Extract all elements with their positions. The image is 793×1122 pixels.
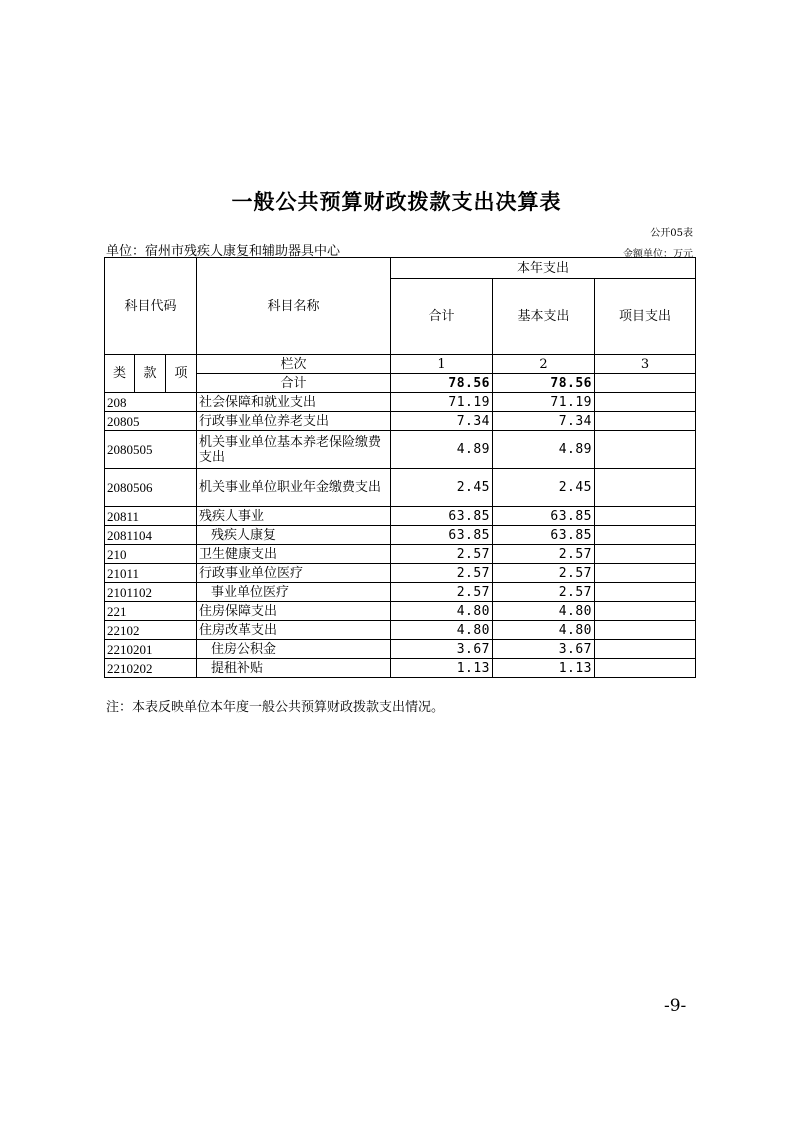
- col-index-1: 1: [391, 355, 493, 374]
- row-name: 机关事业单位基本养老保险缴费支出: [197, 431, 391, 469]
- unit-label: 单位：宿州市残疾人康复和辅助器具中心: [106, 244, 341, 259]
- row-total: 1.13: [391, 659, 493, 678]
- row-project: [595, 564, 696, 583]
- table-row: [105, 412, 696, 431]
- table-row: [105, 507, 696, 526]
- table-note: 注：本表反映单位本年度一般公共预算财政拨款支出情况。: [106, 700, 445, 715]
- row-code: 2080505: [105, 431, 197, 469]
- row-project: [595, 526, 696, 545]
- row-project: [595, 431, 696, 469]
- header-basic: 基本支出: [493, 279, 595, 355]
- row-name: 卫生健康支出: [197, 545, 391, 564]
- row-name: 住房保障支出: [197, 602, 391, 621]
- row-basic: 4.89: [493, 431, 595, 469]
- row-name: 残疾人事业: [197, 507, 391, 526]
- row-name: 机关事业单位职业年金缴费支出: [197, 469, 391, 507]
- header-kuan: 款: [135, 355, 166, 393]
- page-number: -9-: [664, 996, 687, 1016]
- row-name: 残疾人康复: [197, 526, 391, 545]
- header-xiang: 项: [166, 355, 197, 393]
- row-total: 71.19: [391, 393, 493, 412]
- row-basic: 2.57: [493, 545, 595, 564]
- row-basic: 63.85: [493, 526, 595, 545]
- row-project: [595, 621, 696, 640]
- expenditure-table: [104, 257, 696, 678]
- row-name: 提租补贴: [197, 659, 391, 678]
- row-code: 21011: [105, 564, 197, 583]
- row-code: 2210202: [105, 659, 197, 678]
- header-name: 科目名称: [197, 258, 391, 355]
- sum-total: 78.56: [391, 374, 493, 393]
- row-basic: 4.80: [493, 621, 595, 640]
- sum-project: [595, 374, 696, 393]
- table-row: [105, 526, 696, 545]
- col-index-2: 2: [493, 355, 595, 374]
- row-total: 7.34: [391, 412, 493, 431]
- page-title: 一般公共预算财政拨款支出决算表: [231, 190, 562, 214]
- row-basic: 2.45: [493, 469, 595, 507]
- table-row: [105, 602, 696, 621]
- row-basic: 71.19: [493, 393, 595, 412]
- row-name: 行政事业单位医疗: [197, 564, 391, 583]
- header-total: 合计: [391, 279, 493, 355]
- row-project: [595, 507, 696, 526]
- row-code: 208: [105, 393, 197, 412]
- row-code: 2080506: [105, 469, 197, 507]
- table-row: [105, 659, 696, 678]
- table-row: [105, 621, 696, 640]
- row-total: 2.57: [391, 583, 493, 602]
- row-code: 2210201: [105, 640, 197, 659]
- row-basic: 4.80: [493, 602, 595, 621]
- sum-label: 合计: [197, 374, 391, 393]
- row-basic: 63.85: [493, 507, 595, 526]
- amount-unit-label: 金额单位：万元: [623, 249, 693, 260]
- row-basic: 7.34: [493, 412, 595, 431]
- row-project: [595, 469, 696, 507]
- row-project: [595, 583, 696, 602]
- row-project: [595, 412, 696, 431]
- row-name: 住房改革支出: [197, 621, 391, 640]
- col-index-3: 3: [595, 355, 696, 374]
- row-project: [595, 602, 696, 621]
- row-total: 63.85: [391, 526, 493, 545]
- row-total: 4.89: [391, 431, 493, 469]
- row-code: 2081104: [105, 526, 197, 545]
- row-basic: 3.67: [493, 640, 595, 659]
- table-row: [105, 545, 696, 564]
- row-basic: 1.13: [493, 659, 595, 678]
- row-code: 210: [105, 545, 197, 564]
- header-lei: 类: [105, 355, 135, 393]
- header-current-year: 本年支出: [391, 258, 696, 279]
- sum-basic: 78.56: [493, 374, 595, 393]
- row-project: [595, 393, 696, 412]
- row-project: [595, 640, 696, 659]
- row-code: 22102: [105, 621, 197, 640]
- row-total: 4.80: [391, 621, 493, 640]
- table-row: [105, 640, 696, 659]
- table-row: [105, 431, 696, 469]
- row-name: 住房公积金: [197, 640, 391, 659]
- table-row: [105, 564, 696, 583]
- row-code: 20811: [105, 507, 197, 526]
- row-name: 社会保障和就业支出: [197, 393, 391, 412]
- row-basic: 2.57: [493, 583, 595, 602]
- row-total: 3.67: [391, 640, 493, 659]
- row-total: 2.57: [391, 545, 493, 564]
- row-code: 20805: [105, 412, 197, 431]
- row-project: [595, 659, 696, 678]
- row-name: 事业单位医疗: [197, 583, 391, 602]
- row-code: 2101102: [105, 583, 197, 602]
- table-row: [105, 583, 696, 602]
- header-lanci: 栏次: [197, 355, 391, 374]
- row-basic: 2.57: [493, 564, 595, 583]
- row-total: 2.57: [391, 564, 493, 583]
- header-project: 项目支出: [595, 279, 696, 355]
- row-name: 行政事业单位养老支出: [197, 412, 391, 431]
- row-code: 221: [105, 602, 197, 621]
- form-number: 公开05表: [650, 228, 693, 239]
- row-project: [595, 545, 696, 564]
- row-total: 63.85: [391, 507, 493, 526]
- row-total: 2.45: [391, 469, 493, 507]
- row-total: 4.80: [391, 602, 493, 621]
- table-row: [105, 393, 696, 412]
- header-code: 科目代码: [105, 258, 197, 355]
- table-row: [105, 469, 696, 507]
